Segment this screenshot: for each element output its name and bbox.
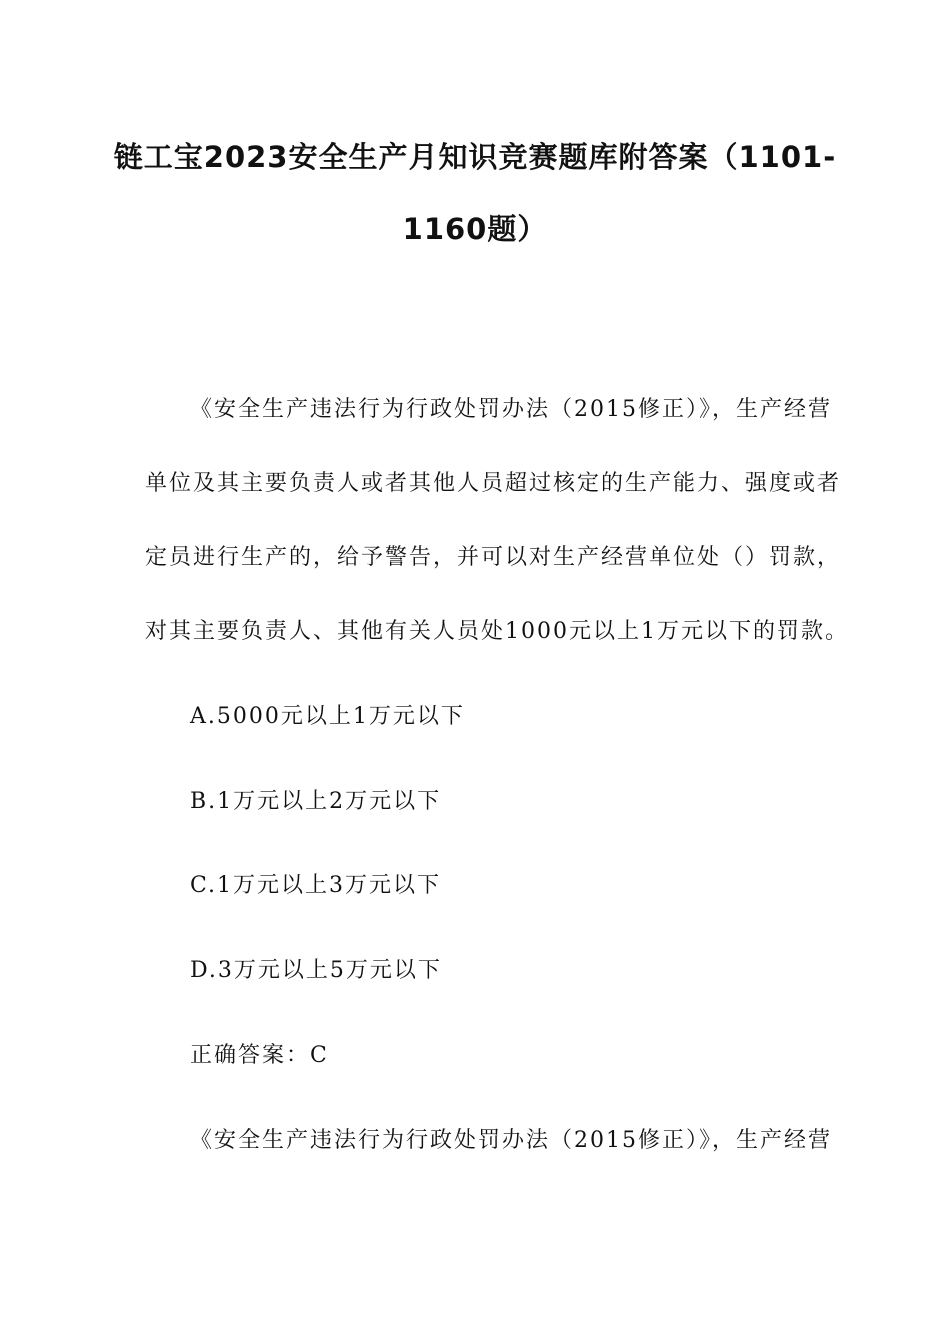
- document-title-line-2: 1160题）: [402, 212, 548, 246]
- question-1-option-c: C.1万元以上3万元以下: [190, 873, 442, 898]
- question-1-text-line-4: 对其主要负责人、其他有关人员处1000元以上1万元以下的罚款。: [145, 619, 849, 644]
- question-1-text-line-3: 定员进行生产的，给予警告，并可以对生产经营单位处（）罚款，: [145, 545, 842, 570]
- question-1-text-line-2: 单位及其主要负责人或者其他人员超过核定的生产能力、强度或者: [145, 471, 842, 496]
- question-1-option-d: D.3万元以上5万元以下: [190, 958, 442, 983]
- question-1-text-line-1: 《安全生产违法行为行政处罚办法（2015修正）》，生产经营: [190, 397, 832, 422]
- question-2-text-line-1: 《安全生产违法行为行政处罚办法（2015修正）》，生产经营: [190, 1128, 832, 1153]
- question-1-answer: 正确答案：C: [190, 1043, 329, 1068]
- question-1-option-b: B.1万元以上2万元以下: [190, 789, 442, 814]
- question-1-option-a: A.5000元以上1万元以下: [190, 704, 465, 729]
- document-title-line-1: 链工宝2023安全生产月知识竞赛题库附答案（1101-: [113, 140, 837, 174]
